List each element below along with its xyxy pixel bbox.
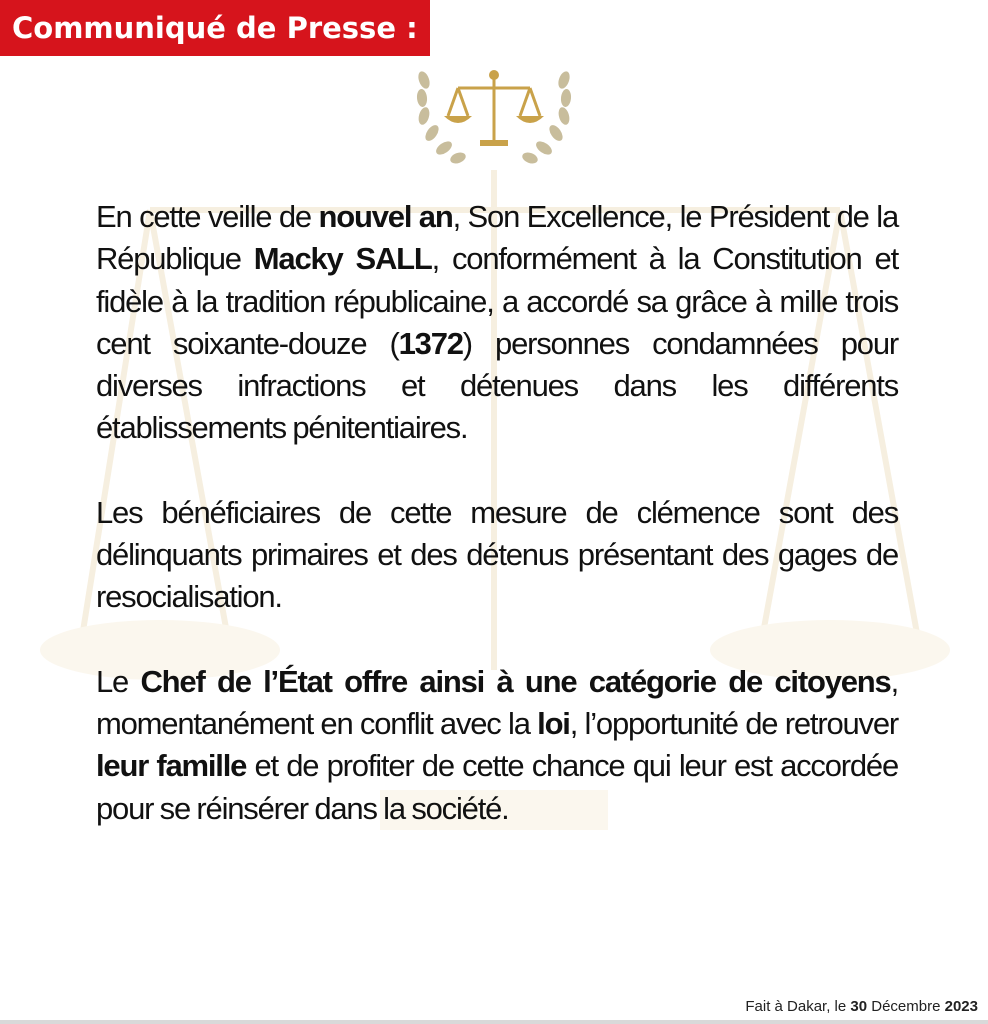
text: Les bénéficiaires de cette mesure de clémence sont des délinquants primaires et des détenus présentant des gages de resocialisation. [96,494,898,615]
paragraph-beneficiaries [96,492,898,619]
text: Le [96,663,141,699]
footer-prefix: Fait à Dakar, le [745,998,851,1015]
emphasis-law: loi [537,705,570,741]
footer-day: 30 [850,998,868,1015]
emphasis-new-year: nouvel an [318,199,453,234]
text: ) personnes condamnées pour diverses infractions et détenues dans les différents établissements pénitentiaires. [96,325,898,446]
paragraph-pardon-announcement [96,196,898,450]
text: , conformément à la Constitution et fidèle à la tradition républicaine, a accordé sa grâce à mille trois cent soixante-douze ( [96,241,898,361]
text: En cette veille de [96,199,319,234]
press-release-title: Communiqué de Presse : [0,0,430,56]
text: , Son Excellence, le Président de la République [96,199,898,277]
text: , momentanément en conflit avec la [96,663,898,741]
emphasis-head-of-state: Chef de l’État offre ainsi à une catégorie de citoyens [140,663,891,699]
bottom-divider [0,1020,988,1024]
press-release-body [96,196,898,830]
emphasis-president-name: Macky SALL [253,241,432,277]
paragraph-reintegration [96,661,898,830]
emphasis-family: leur famille [96,748,247,784]
signature-date-line [745,998,978,1015]
emphasis-pardon-count: 1372 [398,325,463,361]
text: , l’opportunité de retrouver [569,705,898,741]
scales-of-justice-icon [414,60,574,170]
footer-month: Décembre [867,998,945,1015]
footer-year: 2023 [944,998,978,1015]
text: et de profiter de cette chance qui leur est accordée pour se réinsérer dans la société. [96,748,899,826]
